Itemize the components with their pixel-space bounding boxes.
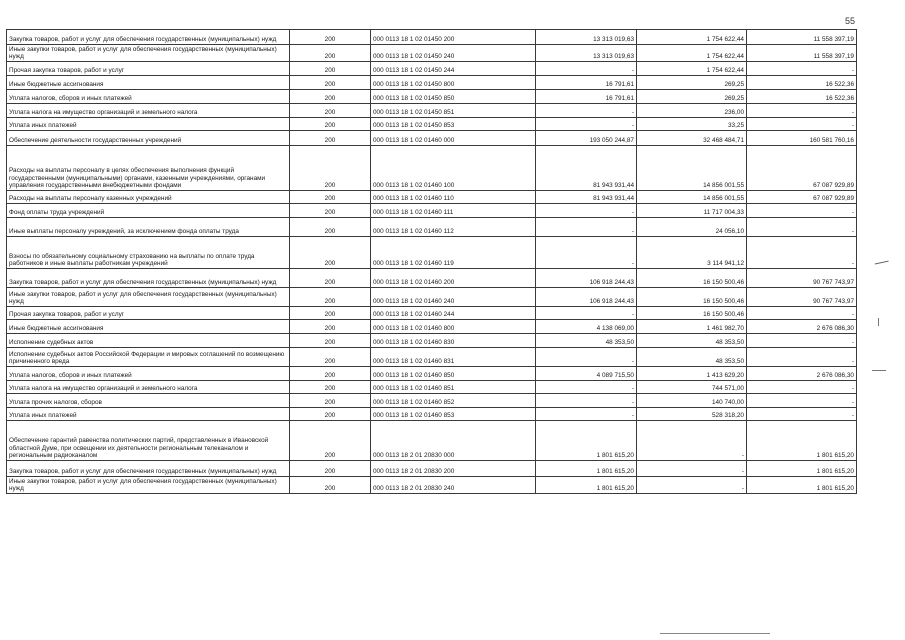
- row-executed-amount: 528 318,20: [637, 408, 747, 421]
- table-row: [7, 320, 857, 334]
- row-name: Иные закупки товаров, работ и услуг для обеспечения государственных (муниципальных) нужд: [7, 288, 290, 307]
- row-executed-amount: 14 856 001,55: [637, 146, 747, 191]
- row-name: Уплата налога на имущество организаций и земельного налога: [7, 104, 290, 118]
- row-budget-code: 000 0113 18 1 02 01450 800: [371, 76, 536, 90]
- table-row: [7, 394, 857, 408]
- row-approved-amount: 1 801 615,20: [536, 461, 637, 477]
- row-line-code: 200: [290, 118, 371, 131]
- table-row: [7, 90, 857, 104]
- row-executed-amount: 140 740,00: [637, 394, 747, 408]
- row-budget-code: 000 0113 18 1 02 01460 111: [371, 204, 536, 218]
- row-executed-amount: 16 150 500,46: [637, 307, 747, 320]
- row-name: Иные бюджетные ассигнования: [7, 320, 290, 334]
- row-remaining-amount: -: [747, 118, 857, 131]
- row-budget-code: 000 0113 18 1 02 01450 850: [371, 90, 536, 104]
- row-name: Расходы на выплаты персоналу в целях обеспечения выполнения функций государственными (муниципальными) органами, казенными учреждениями, органами управления государственными внебюджетными фондами: [7, 146, 290, 191]
- row-budget-code: 000 0113 18 1 02 01460 853: [371, 408, 536, 421]
- row-approved-amount: -: [536, 118, 637, 131]
- table-row: [7, 477, 857, 494]
- row-line-code: 200: [290, 367, 371, 381]
- row-approved-amount: 4 138 069,00: [536, 320, 637, 334]
- row-line-code: 200: [290, 218, 371, 237]
- row-approved-amount: -: [536, 381, 637, 394]
- row-budget-code: 000 0113 18 1 02 01450 851: [371, 104, 536, 118]
- row-executed-amount: 269,25: [637, 90, 747, 104]
- row-budget-code: 000 0113 18 1 02 01460 800: [371, 320, 536, 334]
- row-name: Уплата иных платежей: [7, 118, 290, 131]
- row-name: Исполнение судебных актов: [7, 334, 290, 348]
- row-name: Фонд оплаты труда учреждений: [7, 204, 290, 218]
- row-name: Уплата налогов, сборов и иных платежей: [7, 90, 290, 104]
- row-remaining-amount: 1 801 615,20: [747, 477, 857, 494]
- row-remaining-amount: -: [747, 62, 857, 76]
- row-approved-amount: 81 943 931,44: [536, 146, 637, 191]
- row-line-code: 200: [290, 348, 371, 367]
- row-budget-code: 000 0113 18 2 01 20830 000: [371, 421, 536, 461]
- row-name: Уплата налога на имущество организаций и земельного налога: [7, 381, 290, 394]
- row-name: Расходы на выплаты персоналу казенных учреждений: [7, 191, 290, 204]
- table-row: [7, 204, 857, 218]
- row-name: Уплата налогов, сборов и иных платежей: [7, 367, 290, 381]
- row-remaining-amount: 160 581 760,16: [747, 131, 857, 146]
- row-remaining-amount: 67 087 929,89: [747, 146, 857, 191]
- row-approved-amount: -: [536, 237, 637, 269]
- row-name: Обеспечение деятельности государственных учреждений: [7, 131, 290, 146]
- row-budget-code: 000 0113 18 1 02 01460 831: [371, 348, 536, 367]
- row-budget-code: 000 0113 18 1 02 01460 244: [371, 307, 536, 320]
- row-line-code: 200: [290, 45, 371, 62]
- table-row: [7, 408, 857, 421]
- row-line-code: 200: [290, 30, 371, 45]
- row-approved-amount: -: [536, 62, 637, 76]
- table-row: [7, 104, 857, 118]
- table-row: [7, 367, 857, 381]
- row-approved-amount: -: [536, 204, 637, 218]
- row-line-code: 200: [290, 146, 371, 191]
- row-budget-code: 000 0113 18 1 02 01460 850: [371, 367, 536, 381]
- row-name: Иные бюджетные ассигнования: [7, 76, 290, 90]
- row-name: Закупка товаров, работ и услуг для обеспечения государственных (муниципальных) нужд: [7, 269, 290, 288]
- row-name: Обеспечение гарантий равенства политических партий, представленных в Ивановской областной Думе, при освещении их деятельности региональным телеканалом и региональным радиоканалом: [7, 421, 290, 461]
- row-executed-amount: 3 114 941,12: [637, 237, 747, 269]
- row-remaining-amount: 1 801 615,20: [747, 461, 857, 477]
- row-executed-amount: 11 717 004,33: [637, 204, 747, 218]
- row-approved-amount: 16 791,61: [536, 90, 637, 104]
- row-approved-amount: -: [536, 307, 637, 320]
- row-executed-amount: 236,00: [637, 104, 747, 118]
- row-executed-amount: 33,25: [637, 118, 747, 131]
- row-budget-code: 000 0113 18 1 02 01460 200: [371, 269, 536, 288]
- table-row: [7, 237, 857, 269]
- row-remaining-amount: -: [747, 394, 857, 408]
- row-line-code: 200: [290, 204, 371, 218]
- row-remaining-amount: -: [747, 307, 857, 320]
- row-executed-amount: 1 754 622,44: [637, 45, 747, 62]
- row-remaining-amount: 90 767 743,97: [747, 269, 857, 288]
- table-row: [7, 218, 857, 237]
- table-row: [7, 146, 857, 191]
- row-budget-code: 000 0113 18 1 02 01450 200: [371, 30, 536, 45]
- row-executed-amount: 24 056,10: [637, 218, 747, 237]
- row-line-code: 200: [290, 269, 371, 288]
- row-name: Закупка товаров, работ и услуг для обеспечения государственных (муниципальных) нужд: [7, 461, 290, 477]
- row-line-code: 200: [290, 394, 371, 408]
- row-budget-code: 000 0113 18 1 02 01460 240: [371, 288, 536, 307]
- table-row: [7, 269, 857, 288]
- budget-execution-table: [6, 29, 857, 494]
- row-remaining-amount: -: [747, 348, 857, 367]
- table-row: [7, 45, 857, 62]
- row-remaining-amount: -: [747, 334, 857, 348]
- table-row: [7, 118, 857, 131]
- row-name: Закупка товаров, работ и услуг для обеспечения государственных (муниципальных) нужд: [7, 30, 290, 45]
- row-approved-amount: -: [536, 394, 637, 408]
- row-budget-code: 000 0113 18 2 01 20830 240: [371, 477, 536, 494]
- table-row: [7, 191, 857, 204]
- row-name: Уплата прочих налогов, сборов: [7, 394, 290, 408]
- row-name: Уплата иных платежей: [7, 408, 290, 421]
- row-approved-amount: 106 918 244,43: [536, 288, 637, 307]
- row-executed-amount: 744 571,00: [637, 381, 747, 394]
- row-remaining-amount: -: [747, 104, 857, 118]
- row-budget-code: 000 0113 18 1 02 01460 852: [371, 394, 536, 408]
- row-executed-amount: 16 150 500,46: [637, 269, 747, 288]
- row-executed-amount: 14 856 001,55: [637, 191, 747, 204]
- page-number: 55: [845, 16, 856, 26]
- row-approved-amount: 106 918 244,43: [536, 269, 637, 288]
- row-approved-amount: -: [536, 408, 637, 421]
- row-line-code: 200: [290, 461, 371, 477]
- table-row: [7, 30, 857, 45]
- row-name: Исполнение судебных актов Российской Федерации и мировых соглашений по возмещению причиненного вреда: [7, 348, 290, 367]
- row-remaining-amount: 67 087 929,89: [747, 191, 857, 204]
- row-line-code: 200: [290, 62, 371, 76]
- row-executed-amount: 1 413 629,20: [637, 367, 747, 381]
- row-approved-amount: 48 353,50: [536, 334, 637, 348]
- row-remaining-amount: -: [747, 204, 857, 218]
- row-remaining-amount: 16 522,36: [747, 76, 857, 90]
- row-approved-amount: 4 089 715,50: [536, 367, 637, 381]
- row-line-code: 200: [290, 408, 371, 421]
- row-executed-amount: 48 353,50: [637, 334, 747, 348]
- row-approved-amount: 13 313 019,63: [536, 30, 637, 45]
- row-line-code: 200: [290, 237, 371, 269]
- row-budget-code: 000 0113 18 1 02 01460 851: [371, 381, 536, 394]
- row-remaining-amount: 11 558 397,19: [747, 30, 857, 45]
- row-line-code: 200: [290, 288, 371, 307]
- scan-mark: [872, 370, 886, 373]
- row-executed-amount: 1 754 622,44: [637, 62, 747, 76]
- row-remaining-amount: 90 767 743,97: [747, 288, 857, 307]
- table-row: [7, 421, 857, 461]
- row-line-code: 200: [290, 477, 371, 494]
- table-row: [7, 131, 857, 146]
- row-budget-code: 000 0113 18 1 02 01460 110: [371, 191, 536, 204]
- table-row: [7, 288, 857, 307]
- row-approved-amount: -: [536, 348, 637, 367]
- row-budget-code: 000 0113 18 1 02 01450 853: [371, 118, 536, 131]
- row-executed-amount: 1 461 982,70: [637, 320, 747, 334]
- row-remaining-amount: -: [747, 381, 857, 394]
- row-line-code: 200: [290, 191, 371, 204]
- row-remaining-amount: 1 801 615,20: [747, 421, 857, 461]
- row-remaining-amount: 16 522,36: [747, 90, 857, 104]
- row-budget-code: 000 0113 18 1 02 01460 000: [371, 131, 536, 146]
- row-approved-amount: 13 313 019,63: [536, 45, 637, 62]
- row-name: Иные выплаты персоналу учреждений, за исключением фонда оплаты труда: [7, 218, 290, 237]
- row-executed-amount: -: [637, 421, 747, 461]
- row-remaining-amount: 2 676 086,30: [747, 320, 857, 334]
- row-budget-code: 000 0113 18 1 02 01460 830: [371, 334, 536, 348]
- row-name: Иные закупки товаров, работ и услуг для обеспечения государственных (муниципальных) нужд: [7, 477, 290, 494]
- row-line-code: 200: [290, 320, 371, 334]
- row-remaining-amount: -: [747, 408, 857, 421]
- row-name: Прочая закупка товаров, работ и услуг: [7, 62, 290, 76]
- row-line-code: 200: [290, 131, 371, 146]
- row-approved-amount: 1 801 615,20: [536, 421, 637, 461]
- row-line-code: 200: [290, 76, 371, 90]
- row-approved-amount: 1 801 615,20: [536, 477, 637, 494]
- row-budget-code: 000 0113 18 1 02 01460 119: [371, 237, 536, 269]
- row-remaining-amount: 2 676 086,30: [747, 367, 857, 381]
- table-row: [7, 62, 857, 76]
- row-line-code: 200: [290, 381, 371, 394]
- table-row: [7, 348, 857, 367]
- row-line-code: 200: [290, 307, 371, 320]
- row-executed-amount: 16 150 500,46: [637, 288, 747, 307]
- row-remaining-amount: -: [747, 237, 857, 269]
- table-row: [7, 334, 857, 348]
- row-line-code: 200: [290, 334, 371, 348]
- row-remaining-amount: 11 558 397,19: [747, 45, 857, 62]
- table-row: [7, 381, 857, 394]
- row-name: Иные закупки товаров, работ и услуг для обеспечения государственных (муниципальных) нужд: [7, 45, 290, 62]
- row-executed-amount: 32 468 484,71: [637, 131, 747, 146]
- scan-mark: [660, 633, 770, 634]
- row-budget-code: 000 0113 18 1 02 01450 240: [371, 45, 536, 62]
- scan-mark: [878, 318, 883, 326]
- row-line-code: 200: [290, 90, 371, 104]
- row-approved-amount: 193 050 244,87: [536, 131, 637, 146]
- row-remaining-amount: -: [747, 218, 857, 237]
- scan-mark: [875, 261, 890, 268]
- row-executed-amount: 1 754 622,44: [637, 30, 747, 45]
- table-row: [7, 461, 857, 477]
- row-budget-code: 000 0113 18 2 01 20830 200: [371, 461, 536, 477]
- row-name: Взносы по обязательному социальному страхованию на выплаты по оплате труда работников и иные выплаты работникам учреждений: [7, 237, 290, 269]
- row-budget-code: 000 0113 18 1 02 01460 100: [371, 146, 536, 191]
- row-executed-amount: 48 353,50: [637, 348, 747, 367]
- row-budget-code: 000 0113 18 1 02 01460 112: [371, 218, 536, 237]
- row-approved-amount: 16 791,61: [536, 76, 637, 90]
- row-line-code: 200: [290, 421, 371, 461]
- row-line-code: 200: [290, 104, 371, 118]
- row-approved-amount: -: [536, 104, 637, 118]
- row-approved-amount: 81 943 931,44: [536, 191, 637, 204]
- row-name: Прочая закупка товаров, работ и услуг: [7, 307, 290, 320]
- row-budget-code: 000 0113 18 1 02 01450 244: [371, 62, 536, 76]
- row-executed-amount: -: [637, 461, 747, 477]
- row-executed-amount: 269,25: [637, 76, 747, 90]
- row-approved-amount: -: [536, 218, 637, 237]
- table-row: [7, 76, 857, 90]
- row-executed-amount: -: [637, 477, 747, 494]
- table-row: [7, 307, 857, 320]
